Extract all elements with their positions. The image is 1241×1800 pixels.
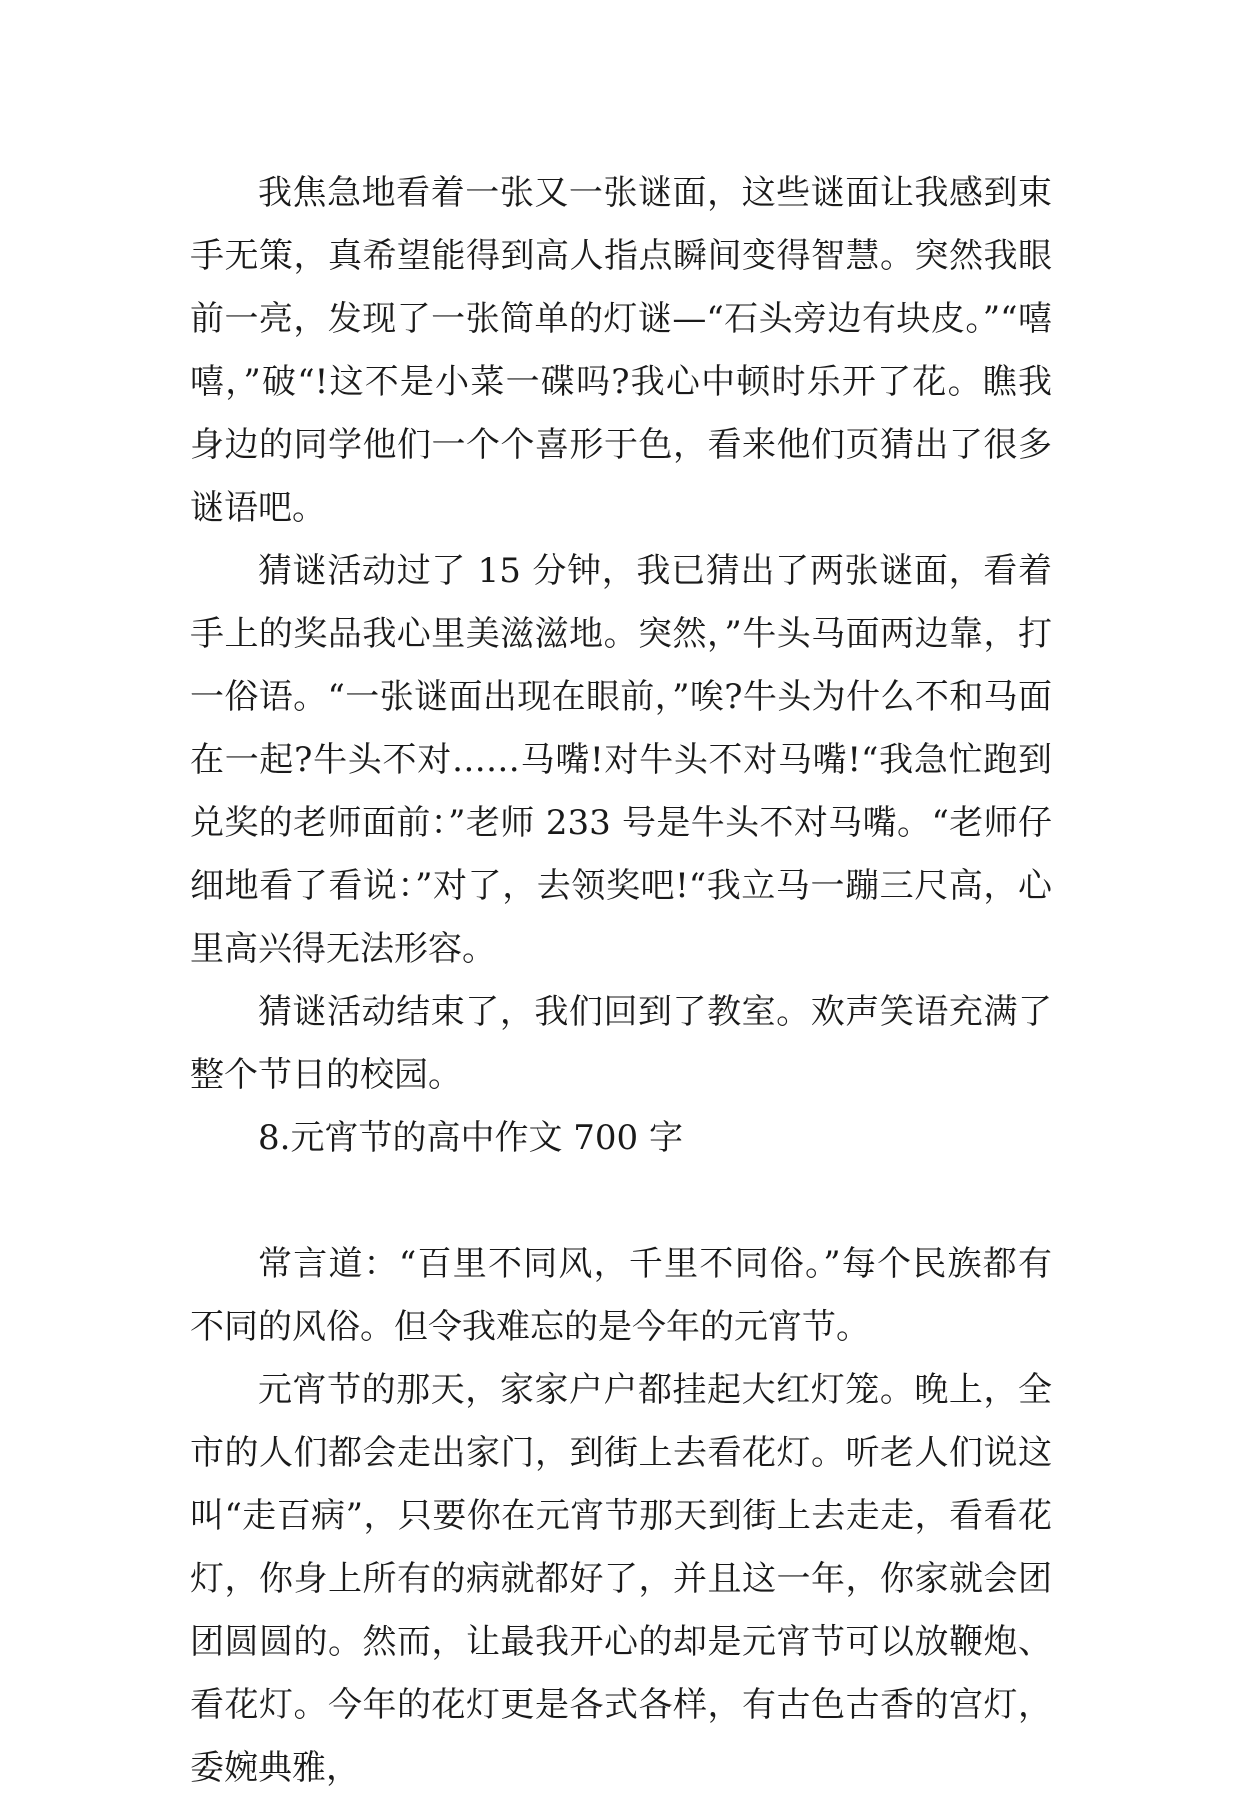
paragraph-lantern-festival: 元宵节的那天，家家户户都挂起大红灯笼。晚上，全市的人们都会走出家门，到街上去看花灯。听老人们说这叫“走百病”，只要你在元宵节那天到街上去走走，看看花灯，你身上所有的病就都好了，并且这一年，你家就会团团圆圆的。然而，让最我开心的却是元宵节可以放鞭炮、看花灯。今年的花灯更是各式各样，有古色古香的宫灯，委婉典雅， [190, 1370, 1052, 1788]
document-body [190, 162, 1052, 1800]
paragraph-riddle-search: 我焦急地看着一张又一张谜面，这些谜面让我感到束手无策，真希望能得到高人指点瞬间变得智慧。突然我眼前一亮，发现了一张简单的灯谜—“石头旁边有块皮。”“嘻嘻，”破“!这不是小菜一碟吗?我心中顿时乐开了花。瞧我身边的同学他们一个个喜形于色，看来他们页猜出了很多谜语吧。 [190, 173, 1052, 528]
section-spacer [190, 1170, 1052, 1233]
section-heading: 8.元宵节的高中作文 700 字 [258, 1118, 683, 1158]
paragraph-saying: 常言道：“百里不同风，千里不同俗。”每个民族都有不同的风俗。但令我难忘的是今年的元宵节。 [190, 1244, 1052, 1347]
paragraph-riddle-answer: 猜谜活动过了 15 分钟，我已猜出了两张谜面，看着手上的奖品我心里美滋滋地。突然，”牛头马面两边靠，打一俗语。“一张谜面出现在眼前，”唉?牛头为什么不和马面在一起?牛头不对……马嘴!对牛头不对马嘴!“我急忙跑到兑奖的老师面前：”老师 233 号是牛头不对马嘴。“老师仔细地看了看说：”对了，去领奖吧!“我立马一蹦三尺高，心里高兴得无法形容。 [190, 551, 1052, 969]
paragraph-riddle-end: 猜谜活动结束了，我们回到了教室。欢声笑语充满了整个节日的校园。 [190, 992, 1052, 1095]
